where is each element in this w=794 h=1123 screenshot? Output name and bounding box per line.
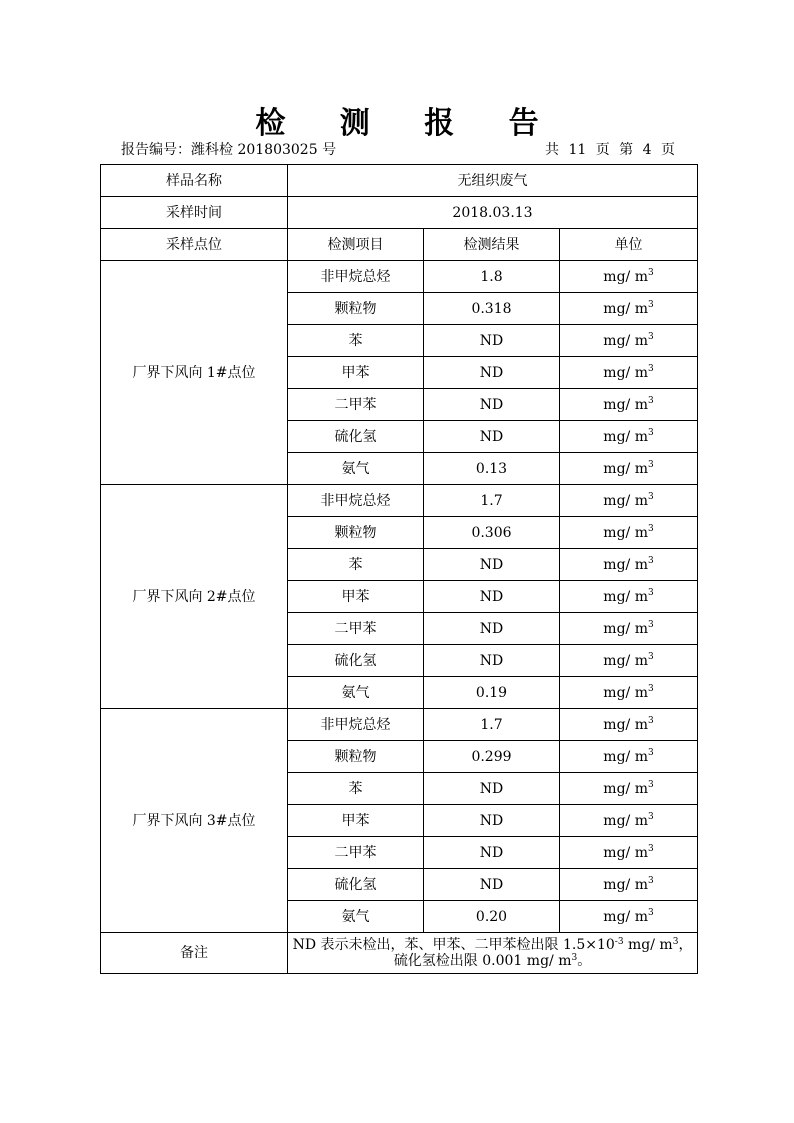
item-name: 颗粒物 bbox=[288, 517, 424, 549]
item-result: ND bbox=[424, 421, 560, 453]
remark-line1b: mg/ m bbox=[623, 937, 673, 953]
item-unit: mg/ $m^3$ bbox=[560, 773, 698, 805]
report-table bbox=[100, 164, 698, 974]
item-name: 甲苯 bbox=[288, 805, 424, 837]
remark-exp3: 3 bbox=[571, 953, 578, 963]
item-unit: mg/ $m^3$ bbox=[560, 261, 698, 293]
item-result: ND bbox=[424, 325, 560, 357]
page-total-prefix: 共 bbox=[544, 142, 559, 158]
column-header-row bbox=[101, 229, 698, 261]
report-meta bbox=[121, 139, 675, 159]
item-name: 硫化氢 bbox=[288, 869, 424, 901]
remark-exp2: 3 bbox=[672, 937, 679, 947]
item-name: 二甲苯 bbox=[288, 837, 424, 869]
table-row bbox=[101, 485, 698, 517]
item-result: ND bbox=[424, 837, 560, 869]
item-result: 1.7 bbox=[424, 709, 560, 741]
item-result: ND bbox=[424, 357, 560, 389]
item-unit: mg/ $m^3$ bbox=[560, 549, 698, 581]
page-indicator bbox=[540, 139, 675, 159]
item-result: ND bbox=[424, 773, 560, 805]
item-result: ND bbox=[424, 581, 560, 613]
remark-text bbox=[288, 933, 698, 974]
item-unit: mg/ $m^3$ bbox=[560, 645, 698, 677]
column-header-result: 检测结果 bbox=[424, 229, 560, 261]
sampling-point-3: 厂界下风向 3#点位 bbox=[101, 709, 288, 933]
item-unit: mg/ $m^3$ bbox=[560, 613, 698, 645]
remark-row bbox=[101, 933, 698, 974]
item-name: 甲苯 bbox=[288, 581, 424, 613]
item-name: 苯 bbox=[288, 549, 424, 581]
column-header-unit: 单位 bbox=[560, 229, 698, 261]
item-result: ND bbox=[424, 549, 560, 581]
item-unit: mg/ $m^3$ bbox=[560, 453, 698, 485]
item-name: 二甲苯 bbox=[288, 613, 424, 645]
item-unit: mg/ $m^3$ bbox=[560, 677, 698, 709]
item-unit: mg/ $m^3$ bbox=[560, 581, 698, 613]
item-result: ND bbox=[424, 389, 560, 421]
column-header-item: 检测项目 bbox=[288, 229, 424, 261]
item-unit: mg/ $m^3$ bbox=[560, 805, 698, 837]
item-result: 0.306 bbox=[424, 517, 560, 549]
remark-exp1: -3 bbox=[614, 937, 624, 947]
item-result: 1.8 bbox=[424, 261, 560, 293]
page-current: 4 bbox=[642, 142, 652, 158]
item-unit: mg/ $m^3$ bbox=[560, 421, 698, 453]
page-total: 11 bbox=[568, 142, 587, 158]
item-result: 0.19 bbox=[424, 677, 560, 709]
item-result: ND bbox=[424, 869, 560, 901]
remark-line2b: 。 bbox=[577, 953, 592, 969]
item-name: 颗粒物 bbox=[288, 293, 424, 325]
item-result: ND bbox=[424, 645, 560, 677]
page-total-word: 页 bbox=[595, 142, 610, 158]
sample-name-row bbox=[101, 165, 698, 197]
item-unit: mg/ $m^3$ bbox=[560, 293, 698, 325]
item-unit: mg/ $m^3$ bbox=[560, 485, 698, 517]
item-result: ND bbox=[424, 613, 560, 645]
item-name: 甲苯 bbox=[288, 357, 424, 389]
item-result: ND bbox=[424, 805, 560, 837]
page-current-prefix: 第 bbox=[619, 142, 634, 158]
item-name: 非甲烷总烃 bbox=[288, 709, 424, 741]
remark-line1c: ， bbox=[678, 937, 693, 953]
item-name: 硫化氢 bbox=[288, 421, 424, 453]
item-name: 氨气 bbox=[288, 901, 424, 933]
sample-name-value: 无组织废气 bbox=[288, 165, 698, 197]
table-row bbox=[101, 709, 698, 741]
item-unit: mg/ $m^3$ bbox=[560, 709, 698, 741]
remark-line2a: 硫化氢检出限 0.001 mg/ m bbox=[393, 953, 572, 969]
sampling-point-2: 厂界下风向 2#点位 bbox=[101, 485, 288, 709]
page-current-suffix: 页 bbox=[661, 142, 675, 158]
report-title: 检 测 报 告 bbox=[255, 106, 561, 141]
remark-label: 备注 bbox=[101, 933, 288, 974]
report-number bbox=[121, 139, 336, 159]
column-header-point: 采样点位 bbox=[101, 229, 288, 261]
table-row bbox=[101, 261, 698, 293]
item-unit: mg/ $m^3$ bbox=[560, 325, 698, 357]
item-result: 0.318 bbox=[424, 293, 560, 325]
item-name: 苯 bbox=[288, 773, 424, 805]
item-name: 苯 bbox=[288, 325, 424, 357]
item-name: 非甲烷总烃 bbox=[288, 485, 424, 517]
item-result: 0.20 bbox=[424, 901, 560, 933]
item-unit: mg/ $m^3$ bbox=[560, 357, 698, 389]
item-unit: mg/ $m^3$ bbox=[560, 741, 698, 773]
item-name: 氨气 bbox=[288, 677, 424, 709]
sampling-point-1: 厂界下风向 1#点位 bbox=[101, 261, 288, 485]
item-unit: mg/ $m^3$ bbox=[560, 837, 698, 869]
item-unit: mg/ $m^3$ bbox=[560, 389, 698, 421]
item-result: 0.13 bbox=[424, 453, 560, 485]
sampling-time-label: 采样时间 bbox=[101, 197, 288, 229]
item-name: 非甲烷总烃 bbox=[288, 261, 424, 293]
item-unit: mg/ $m^3$ bbox=[560, 901, 698, 933]
remark-line1a: ND 表示未检出，苯、甲苯、二甲苯检出限 1.5×10 bbox=[292, 937, 615, 953]
item-name: 硫化氢 bbox=[288, 645, 424, 677]
item-name: 氨气 bbox=[288, 453, 424, 485]
item-name: 颗粒物 bbox=[288, 741, 424, 773]
item-unit: mg/ $m^3$ bbox=[560, 517, 698, 549]
item-result: 0.299 bbox=[424, 741, 560, 773]
item-result: 1.7 bbox=[424, 485, 560, 517]
item-name: 二甲苯 bbox=[288, 389, 424, 421]
report-number-label: 报告编号： bbox=[121, 142, 191, 158]
report-number-value: 潍科检 201803025 号 bbox=[191, 142, 337, 158]
item-unit: mg/ $m^3$ bbox=[560, 869, 698, 901]
sample-name-label: 样品名称 bbox=[101, 165, 288, 197]
sampling-time-value: 2018.03.13 bbox=[288, 197, 698, 229]
sampling-time-row bbox=[101, 197, 698, 229]
